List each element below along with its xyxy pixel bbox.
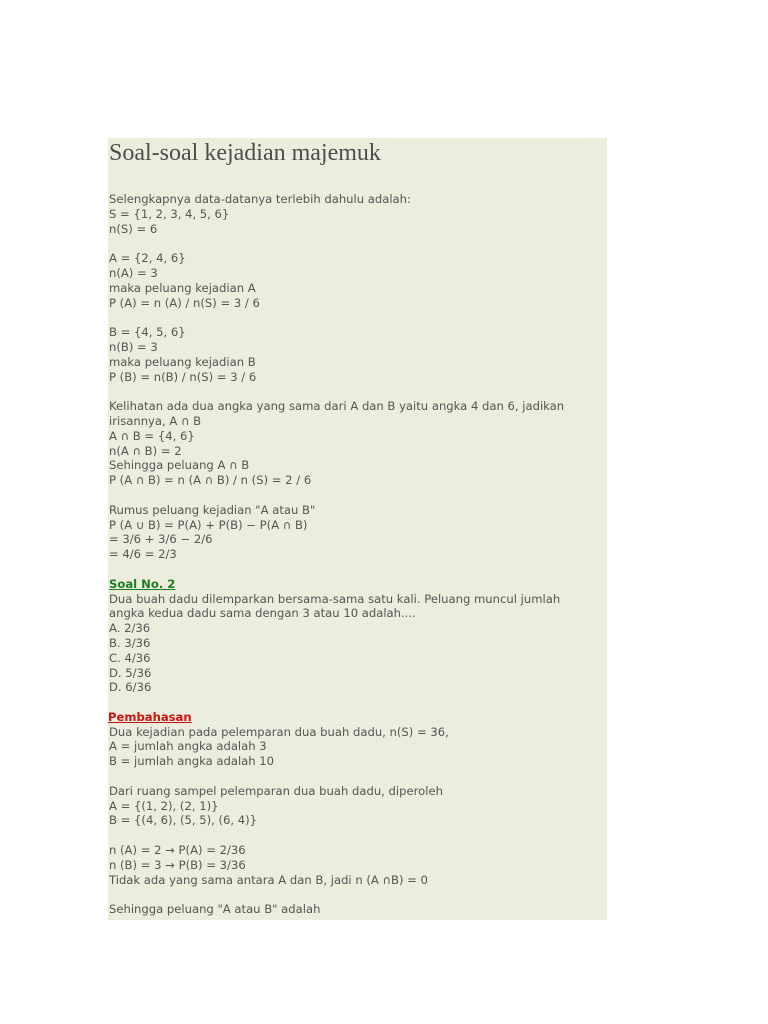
text-line: angka kedua dadu sama dengan 3 atau 10 adalah.... — [109, 606, 416, 621]
soal-heading: Soal No. 2 — [109, 576, 176, 591]
text-line: n(B) = 3 — [109, 339, 158, 354]
text-line: Kelihatan ada dua angka yang sama dari A dan B yaitu angka 4 dan 6, jadikan — [109, 399, 565, 414]
paragraph-gap — [109, 828, 605, 843]
text-line: B = {(4, 6), (5, 5), (6, 4)} — [109, 813, 258, 828]
paragraph-gap — [109, 562, 605, 577]
text-line: Sehingga peluang "A atau B" adalah — [109, 902, 321, 917]
text-line: n(S) = 6 — [109, 221, 158, 236]
text-line: P (A) = n (A) / n(S) = 3 / 6 — [109, 295, 260, 310]
text-line: maka peluang kejadian B — [109, 354, 256, 369]
paragraph-gap — [109, 769, 605, 784]
text-line: Dua buah dadu dilemparkan bersama-sama satu kali. Peluang muncul jumlah — [109, 591, 561, 606]
text-line: A = {(1, 2), (2, 1)} — [109, 798, 219, 813]
text-line: A = {2, 4, 6} — [109, 251, 186, 266]
answer-option: B. 3/36 — [109, 635, 151, 650]
answer-option: C. 4/36 — [109, 650, 151, 665]
answer-option: D. 5/36 — [109, 665, 152, 680]
text-line: Rumus peluang kejadian "A atau B" — [109, 502, 316, 517]
pembahasan-heading: Pembahasan — [108, 709, 192, 724]
text-line: A = jumlah angka adalah 3 — [109, 739, 267, 754]
document-title: Soal-soal kejadian majemuk — [109, 140, 381, 166]
text-line: Sehingga peluang A ∩ B — [109, 458, 250, 473]
paragraph-gap — [109, 236, 605, 251]
paragraph-gap — [109, 310, 605, 325]
text-line: irisannya, A ∩ B — [109, 413, 202, 428]
text-line: n (A) = 2 → P(A) = 2/36 — [109, 843, 246, 858]
text-line: n(A ∩ B) = 2 — [109, 443, 182, 458]
text-line: P (A ∪ B) = P(A) + P(B) − P(A ∩ B) — [109, 517, 308, 532]
answer-option: D. 6/36 — [109, 680, 152, 695]
text-line: P (B) = n(B) / n(S) = 3 / 6 — [109, 369, 257, 384]
text-line: Tidak ada yang sama antara A dan B, jadi n (A ∩B) = 0 — [109, 872, 428, 887]
paragraph-gap — [109, 695, 605, 710]
text-line: = 4/6 = 2/3 — [109, 547, 177, 562]
text-line: P (A ∩ B) = n (A ∩ B) / n (S) = 2 / 6 — [109, 473, 312, 488]
paragraph-gap — [109, 887, 605, 902]
text-line: maka peluang kejadian A — [109, 280, 256, 295]
text-line: = 3/6 + 3/6 − 2/6 — [109, 532, 213, 547]
text-line: B = jumlah angka adalah 10 — [109, 754, 275, 769]
paragraph-gap — [109, 488, 605, 503]
text-line: Selengkapnya data-datanya terlebih dahulu adalah: — [109, 192, 411, 206]
text-line: B = {4, 5, 6} — [109, 325, 186, 340]
answer-option: A. 2/36 — [109, 621, 151, 636]
paragraph-gap — [109, 384, 605, 399]
document-body — [109, 192, 605, 917]
text-line: n (B) = 3 → P(B) = 3/36 — [109, 857, 246, 872]
text-line: A ∩ B = {4, 6} — [109, 428, 195, 443]
document-page — [108, 138, 607, 920]
text-line: n(A) = 3 — [109, 265, 158, 280]
text-line: Dua kejadian pada pelemparan dua buah dadu, n(S) = 36, — [109, 724, 449, 739]
text-line: S = {1, 2, 3, 4, 5, 6} — [109, 206, 230, 221]
text-line: Dari ruang sampel pelemparan dua buah dadu, diperoleh — [109, 783, 443, 798]
